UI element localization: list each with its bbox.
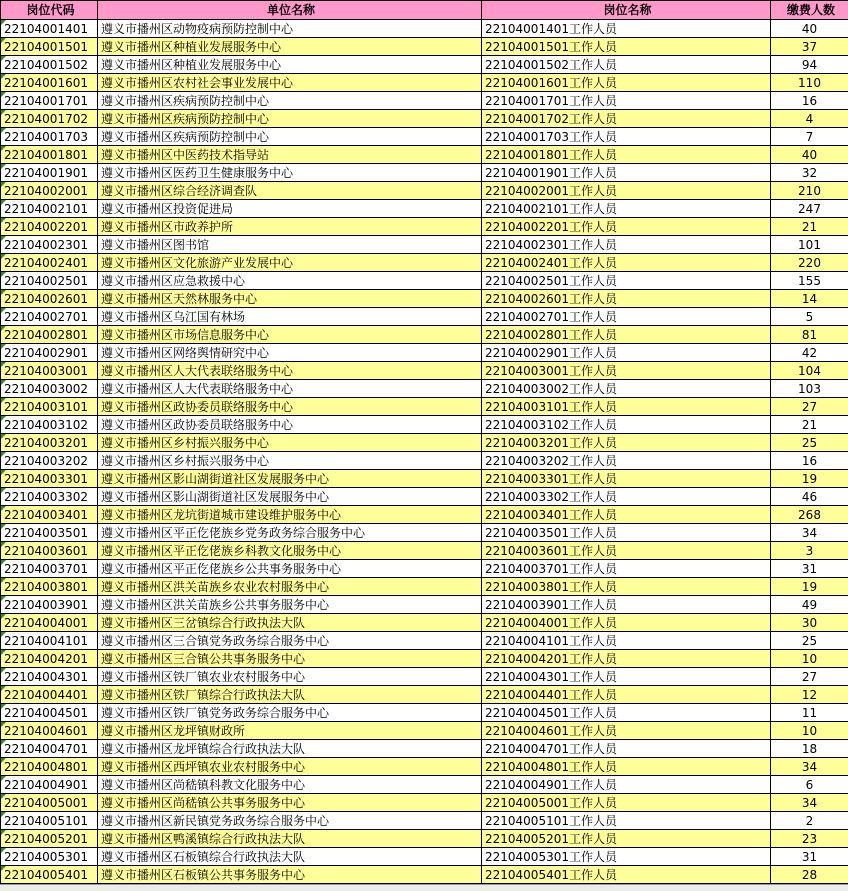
- position-name-cell[interactable]: 22104004801工作人员: [482, 758, 771, 776]
- position-name-cell[interactable]: 22104003002工作人员: [482, 380, 771, 398]
- position-name-cell[interactable]: 22104003102工作人员: [482, 416, 771, 434]
- unit-name-cell[interactable]: 遵义市播州区政协委员联络服务中心: [98, 398, 482, 416]
- position-code-cell[interactable]: 22104001901: [1, 164, 98, 182]
- position-name-cell[interactable]: 22104002601工作人员: [482, 290, 771, 308]
- table-row: [1, 470, 848, 488]
- applicant-count-cell[interactable]: 268: [771, 506, 848, 524]
- applicant-count-cell[interactable]: 34: [771, 758, 848, 776]
- unit-name-cell[interactable]: 遵义市播州区疾病预防控制中心: [98, 92, 482, 110]
- position-code-cell[interactable]: 22104004401: [1, 686, 98, 704]
- table-row: [1, 380, 848, 398]
- applicant-count-cell[interactable]: 10: [771, 650, 848, 668]
- position-name-cell[interactable]: 22104005001工作人员: [482, 794, 771, 812]
- applicant-count-cell[interactable]: 14: [771, 290, 848, 308]
- table-row: [1, 452, 848, 470]
- position-code-cell[interactable]: 22104004201: [1, 650, 98, 668]
- position-code-cell[interactable]: 22104001702: [1, 110, 98, 128]
- table-row: [1, 776, 848, 794]
- position-code-cell[interactable]: 22104002001: [1, 182, 98, 200]
- position-code-cell[interactable]: 22104001703: [1, 128, 98, 146]
- position-name-cell[interactable]: 22104004301工作人员: [482, 668, 771, 686]
- position-code-cell[interactable]: 22104003901: [1, 596, 98, 614]
- table-row: [1, 74, 848, 92]
- position-code-cell[interactable]: 22104005001: [1, 794, 98, 812]
- position-code-cell[interactable]: 22104005401: [1, 866, 98, 884]
- position-code-cell[interactable]: 22104002801: [1, 326, 98, 344]
- position-name-cell[interactable]: 22104003302工作人员: [482, 488, 771, 506]
- unit-name-cell[interactable]: 遵义市播州区疾病预防控制中心: [98, 128, 482, 146]
- position-name-cell[interactable]: 22104003301工作人员: [482, 470, 771, 488]
- position-code-cell[interactable]: 22104003601: [1, 542, 98, 560]
- unit-name-cell[interactable]: 遵义市播州区乡村振兴服务中心: [98, 434, 482, 452]
- unit-name-cell[interactable]: 遵义市播州区石板镇综合行政执法大队: [98, 848, 482, 866]
- applicant-count-cell[interactable]: 49: [771, 596, 848, 614]
- position-name-cell[interactable]: 22104001703工作人员: [482, 128, 771, 146]
- applicant-count-cell[interactable]: 21: [771, 218, 848, 236]
- unit-name-cell[interactable]: 遵义市播州区洪关苗族乡农业农村服务中心: [98, 578, 482, 596]
- applicant-count-cell[interactable]: 210: [771, 182, 848, 200]
- position-name-cell[interactable]: 22104002701工作人员: [482, 308, 771, 326]
- table-row: [1, 812, 848, 830]
- unit-name-cell[interactable]: 遵义市播州区农村社会事业发展中心: [98, 74, 482, 92]
- position-code-cell[interactable]: 22104002901: [1, 344, 98, 362]
- table-row: [1, 56, 848, 74]
- applicant-count-cell[interactable]: 220: [771, 254, 848, 272]
- applicant-count-cell[interactable]: 6: [771, 776, 848, 794]
- position-name-cell[interactable]: 22104004501工作人员: [482, 704, 771, 722]
- table-row: [1, 866, 848, 884]
- table-row: [1, 254, 848, 272]
- unit-name-cell[interactable]: 遵义市播州区疾病预防控制中心: [98, 110, 482, 128]
- position-name-cell[interactable]: 22104001501工作人员: [482, 38, 771, 56]
- applicant-count-cell[interactable]: 30: [771, 614, 848, 632]
- table-row: [1, 92, 848, 110]
- position-name-cell[interactable]: 22104002301工作人员: [482, 236, 771, 254]
- table-row: [1, 398, 848, 416]
- unit-name-cell[interactable]: 遵义市播州区三合镇党务政务综合服务中心: [98, 632, 482, 650]
- position-code-cell[interactable]: 22104004801: [1, 758, 98, 776]
- unit-name-cell[interactable]: 遵义市播州区应急救援中心: [98, 272, 482, 290]
- unit-name-cell[interactable]: 遵义市播州区洪关苗族乡公共事务服务中心: [98, 596, 482, 614]
- position-code-cell[interactable]: 22104003002: [1, 380, 98, 398]
- applicant-count-cell[interactable]: 31: [771, 560, 848, 578]
- unit-name-cell[interactable]: 遵义市播州区龙坑街道城市建设维护服务中心: [98, 506, 482, 524]
- table-row: [1, 290, 848, 308]
- position-name-cell[interactable]: 22104002101工作人员: [482, 200, 771, 218]
- applicant-count-cell[interactable]: 25: [771, 434, 848, 452]
- unit-name-cell[interactable]: 遵义市播州区动物疫病预防控制中心: [98, 20, 482, 38]
- position-name-cell[interactable]: 22104002001工作人员: [482, 182, 771, 200]
- applicant-count-cell[interactable]: 21: [771, 416, 848, 434]
- applicant-count-cell[interactable]: 81: [771, 326, 848, 344]
- position-name-cell[interactable]: 22104001401工作人员: [482, 20, 771, 38]
- unit-name-cell[interactable]: 遵义市播州区网络舆情研究中心: [98, 344, 482, 362]
- applicant-count-cell[interactable]: 101: [771, 236, 848, 254]
- table-row: [1, 344, 848, 362]
- table-row: [1, 128, 848, 146]
- unit-name-cell[interactable]: 遵义市播州区图书馆: [98, 236, 482, 254]
- applicant-count-cell[interactable]: 16: [771, 452, 848, 470]
- position-name-cell[interactable]: 22104002401工作人员: [482, 254, 771, 272]
- unit-name-cell[interactable]: 遵义市播州区三岔镇综合行政执法大队: [98, 614, 482, 632]
- unit-name-cell[interactable]: 遵义市播州区平正仡佬族乡党务政务综合服务中心: [98, 524, 482, 542]
- applicant-count-cell[interactable]: 46: [771, 488, 848, 506]
- unit-name-cell[interactable]: 遵义市播州区乡村振兴服务中心: [98, 452, 482, 470]
- table-row: [1, 20, 848, 38]
- position-code-cell[interactable]: 22104001401: [1, 20, 98, 38]
- unit-name-cell[interactable]: 遵义市播州区人大代表联络服务中心: [98, 362, 482, 380]
- unit-name-cell[interactable]: 遵义市播州区石板镇公共事务服务中心: [98, 866, 482, 884]
- applicant-count-cell[interactable]: 155: [771, 272, 848, 290]
- position-code-cell[interactable]: 22104002101: [1, 200, 98, 218]
- table-row: [1, 830, 848, 848]
- column-header-position-code[interactable]: 岗位代码: [1, 1, 98, 20]
- position-code-cell[interactable]: 22104003701: [1, 560, 98, 578]
- unit-name-cell[interactable]: 遵义市播州区尚嵇镇科教文化服务中心: [98, 776, 482, 794]
- unit-name-cell[interactable]: 遵义市播州区天然林服务中心: [98, 290, 482, 308]
- position-name-cell[interactable]: 22104004001工作人员: [482, 614, 771, 632]
- position-name-cell[interactable]: 22104005201工作人员: [482, 830, 771, 848]
- position-code-cell[interactable]: 22104004501: [1, 704, 98, 722]
- table-row: [1, 218, 848, 236]
- position-code-cell[interactable]: 22104003801: [1, 578, 98, 596]
- position-name-cell[interactable]: 22104003001工作人员: [482, 362, 771, 380]
- unit-name-cell[interactable]: 遵义市播州区影山湖街道社区发展服务中心: [98, 488, 482, 506]
- position-code-cell[interactable]: 22104003102: [1, 416, 98, 434]
- position-name-cell[interactable]: 22104004601工作人员: [482, 722, 771, 740]
- applicant-count-cell[interactable]: 2: [771, 812, 848, 830]
- position-name-cell[interactable]: 22104001702工作人员: [482, 110, 771, 128]
- position-code-cell[interactable]: 22104004101: [1, 632, 98, 650]
- table-row: [1, 524, 848, 542]
- unit-name-cell[interactable]: 遵义市播州区鸭溪镇综合行政执法大队: [98, 830, 482, 848]
- unit-name-cell[interactable]: 遵义市播州区投资促进局: [98, 200, 482, 218]
- unit-name-cell[interactable]: 遵义市播州区政协委员联络服务中心: [98, 416, 482, 434]
- applicant-count-cell[interactable]: 10: [771, 722, 848, 740]
- position-name-cell[interactable]: 22104005101工作人员: [482, 812, 771, 830]
- unit-name-cell[interactable]: 遵义市播州区市场信息服务中心: [98, 326, 482, 344]
- applicant-count-cell[interactable]: 32: [771, 164, 848, 182]
- unit-name-cell[interactable]: 遵义市播州区平正仡佬族乡科教文化服务中心: [98, 542, 482, 560]
- unit-name-cell[interactable]: 遵义市播州区尚嵇镇公共事务服务中心: [98, 794, 482, 812]
- applicant-count-cell[interactable]: 94: [771, 56, 848, 74]
- table-row: [1, 722, 848, 740]
- unit-name-cell[interactable]: 遵义市播州区龙坪镇财政所: [98, 722, 482, 740]
- position-name-cell[interactable]: 22104003901工作人员: [482, 596, 771, 614]
- unit-name-cell[interactable]: 遵义市播州区种植业发展服务中心: [98, 56, 482, 74]
- table-row: [1, 362, 848, 380]
- unit-name-cell[interactable]: 遵义市播州区西坪镇农业农村服务中心: [98, 758, 482, 776]
- applicant-count-cell[interactable]: 25: [771, 632, 848, 650]
- position-code-cell[interactable]: 22104005201: [1, 830, 98, 848]
- applicant-count-cell[interactable]: 34: [771, 794, 848, 812]
- table-row: [1, 794, 848, 812]
- table-row: [1, 200, 848, 218]
- applicant-count-cell[interactable]: 16: [771, 92, 848, 110]
- table-row: [1, 542, 848, 560]
- table-row: [1, 848, 848, 866]
- applicant-count-cell[interactable]: 18: [771, 740, 848, 758]
- table-row: [1, 506, 848, 524]
- applicant-count-cell[interactable]: 27: [771, 398, 848, 416]
- position-name-cell[interactable]: 22104001801工作人员: [482, 146, 771, 164]
- position-name-cell[interactable]: 22104003401工作人员: [482, 506, 771, 524]
- column-header-applicant-count[interactable]: 缴费人数: [771, 1, 848, 20]
- position-code-cell[interactable]: 22104001701: [1, 92, 98, 110]
- unit-name-cell[interactable]: 遵义市播州区三合镇公共事务服务中心: [98, 650, 482, 668]
- position-code-cell[interactable]: 22104003101: [1, 398, 98, 416]
- table-row: [1, 38, 848, 56]
- position-name-cell[interactable]: 22104004201工作人员: [482, 650, 771, 668]
- table-row: [1, 686, 848, 704]
- position-code-cell[interactable]: 22104003401: [1, 506, 98, 524]
- unit-name-cell[interactable]: 遵义市播州区医药卫生健康服务中心: [98, 164, 482, 182]
- unit-name-cell[interactable]: 遵义市播州区乌江国有林场: [98, 308, 482, 326]
- table-row: [1, 272, 848, 290]
- table-row: [1, 488, 848, 506]
- position-name-cell[interactable]: 22104003801工作人员: [482, 578, 771, 596]
- position-name-cell[interactable]: 22104001502工作人员: [482, 56, 771, 74]
- position-code-cell[interactable]: 22104003202: [1, 452, 98, 470]
- position-code-cell[interactable]: 22104002601: [1, 290, 98, 308]
- table-row: [1, 146, 848, 164]
- table-row: [1, 758, 848, 776]
- table-row: [1, 236, 848, 254]
- position-code-cell[interactable]: 22104004701: [1, 740, 98, 758]
- position-code-cell[interactable]: 22104002401: [1, 254, 98, 272]
- table-row: [1, 416, 848, 434]
- applicant-count-cell[interactable]: 7: [771, 128, 848, 146]
- position-name-cell[interactable]: 22104001901工作人员: [482, 164, 771, 182]
- position-name-cell[interactable]: 22104002901工作人员: [482, 344, 771, 362]
- table-row: [1, 740, 848, 758]
- position-code-cell[interactable]: 22104004301: [1, 668, 98, 686]
- applicant-count-cell[interactable]: 104: [771, 362, 848, 380]
- unit-name-cell[interactable]: 遵义市播州区铁厂镇农业农村服务中心: [98, 668, 482, 686]
- position-code-cell[interactable]: 22104004001: [1, 614, 98, 632]
- position-name-cell[interactable]: 22104003202工作人员: [482, 452, 771, 470]
- table-row: [1, 650, 848, 668]
- position-code-cell[interactable]: 22104002301: [1, 236, 98, 254]
- applicant-count-cell[interactable]: 42: [771, 344, 848, 362]
- position-name-cell[interactable]: 22104002801工作人员: [482, 326, 771, 344]
- position-code-cell[interactable]: 22104003302: [1, 488, 98, 506]
- applicant-count-cell[interactable]: 12: [771, 686, 848, 704]
- applicant-count-cell[interactable]: 37: [771, 38, 848, 56]
- table-row: [1, 668, 848, 686]
- position-code-cell[interactable]: 22104004601: [1, 722, 98, 740]
- position-name-cell[interactable]: 22104005301工作人员: [482, 848, 771, 866]
- applicant-count-cell[interactable]: 40: [771, 20, 848, 38]
- position-name-cell[interactable]: 22104003601工作人员: [482, 542, 771, 560]
- applicant-count-cell[interactable]: 11: [771, 704, 848, 722]
- position-name-cell[interactable]: 22104005401工作人员: [482, 866, 771, 884]
- applicant-count-cell[interactable]: 40: [771, 146, 848, 164]
- unit-name-cell[interactable]: 遵义市播州区综合经济调查队: [98, 182, 482, 200]
- table-row: [1, 182, 848, 200]
- unit-name-cell[interactable]: 遵义市播州区人大代表联络服务中心: [98, 380, 482, 398]
- table-row: [1, 704, 848, 722]
- table-row: [1, 596, 848, 614]
- unit-name-cell[interactable]: 遵义市播州区铁厂镇党务政务综合服务中心: [98, 704, 482, 722]
- position-code-cell[interactable]: 22104001601: [1, 74, 98, 92]
- unit-name-cell[interactable]: 遵义市播州区龙坪镇综合行政执法大队: [98, 740, 482, 758]
- unit-name-cell[interactable]: 遵义市播州区文化旅游产业发展中心: [98, 254, 482, 272]
- position-code-cell[interactable]: 22104005301: [1, 848, 98, 866]
- column-header-unit-name[interactable]: 单位名称: [98, 1, 482, 20]
- header-row: [1, 1, 848, 20]
- position-code-cell[interactable]: 22104002701: [1, 308, 98, 326]
- unit-name-cell[interactable]: 遵义市播州区种植业发展服务中心: [98, 38, 482, 56]
- position-name-cell[interactable]: 22104003201工作人员: [482, 434, 771, 452]
- table-row: [1, 578, 848, 596]
- table-row: [1, 632, 848, 650]
- position-name-cell[interactable]: 22104003501工作人员: [482, 524, 771, 542]
- position-code-cell[interactable]: 22104002501: [1, 272, 98, 290]
- applicant-count-cell[interactable]: 28: [771, 866, 848, 884]
- applicant-count-cell[interactable]: 19: [771, 578, 848, 596]
- applicant-count-cell[interactable]: 247: [771, 200, 848, 218]
- table-row: [1, 326, 848, 344]
- applicant-count-cell[interactable]: 5: [771, 308, 848, 326]
- position-name-cell[interactable]: 22104002201工作人员: [482, 218, 771, 236]
- applicant-count-cell[interactable]: 4: [771, 110, 848, 128]
- table-row: [1, 434, 848, 452]
- applicant-count-cell[interactable]: 23: [771, 830, 848, 848]
- applicant-count-cell[interactable]: 3: [771, 542, 848, 560]
- position-code-cell[interactable]: 22104003301: [1, 470, 98, 488]
- unit-name-cell[interactable]: 遵义市播州区平正仡佬族乡公共事务服务中心: [98, 560, 482, 578]
- table-row: [1, 560, 848, 578]
- position-name-cell[interactable]: 22104002501工作人员: [482, 272, 771, 290]
- unit-name-cell[interactable]: 遵义市播州区影山湖街道社区发展服务中心: [98, 470, 482, 488]
- unit-name-cell[interactable]: 遵义市播州区中医药技术指导站: [98, 146, 482, 164]
- position-code-cell[interactable]: 22104003201: [1, 434, 98, 452]
- position-name-cell[interactable]: 22104004101工作人员: [482, 632, 771, 650]
- unit-name-cell[interactable]: 遵义市播州区铁厂镇综合行政执法大队: [98, 686, 482, 704]
- applicant-count-cell[interactable]: 103: [771, 380, 848, 398]
- position-name-cell[interactable]: 22104004401工作人员: [482, 686, 771, 704]
- applicant-count-cell[interactable]: 31: [771, 848, 848, 866]
- position-code-cell[interactable]: 22104002201: [1, 218, 98, 236]
- position-code-cell[interactable]: 22104001801: [1, 146, 98, 164]
- table-row: [1, 308, 848, 326]
- position-code-cell[interactable]: 22104001501: [1, 38, 98, 56]
- position-name-cell[interactable]: 22104003701工作人员: [482, 560, 771, 578]
- position-name-cell[interactable]: 22104001601工作人员: [482, 74, 771, 92]
- table-row: [1, 110, 848, 128]
- position-code-cell[interactable]: 22104004901: [1, 776, 98, 794]
- applicant-count-cell[interactable]: 110: [771, 74, 848, 92]
- position-code-cell[interactable]: 22104003001: [1, 362, 98, 380]
- unit-name-cell[interactable]: 遵义市播州区市政养护所: [98, 218, 482, 236]
- position-name-cell[interactable]: 22104004901工作人员: [482, 776, 771, 794]
- table-row: [1, 614, 848, 632]
- unit-name-cell[interactable]: 遵义市播州区新民镇党务政务综合服务中心: [98, 812, 482, 830]
- position-code-cell[interactable]: 22104001502: [1, 56, 98, 74]
- applicant-count-cell[interactable]: 27: [771, 668, 848, 686]
- applicant-count-cell[interactable]: 19: [771, 470, 848, 488]
- column-header-position-name[interactable]: 岗位名称: [482, 1, 771, 20]
- position-name-cell[interactable]: 22104003101工作人员: [482, 398, 771, 416]
- position-name-cell[interactable]: 22104004701工作人员: [482, 740, 771, 758]
- position-name-cell[interactable]: 22104001701工作人员: [482, 92, 771, 110]
- table-row: [1, 164, 848, 182]
- position-code-cell[interactable]: 22104005101: [1, 812, 98, 830]
- applicant-count-cell[interactable]: 34: [771, 524, 848, 542]
- position-code-cell[interactable]: 22104003501: [1, 524, 98, 542]
